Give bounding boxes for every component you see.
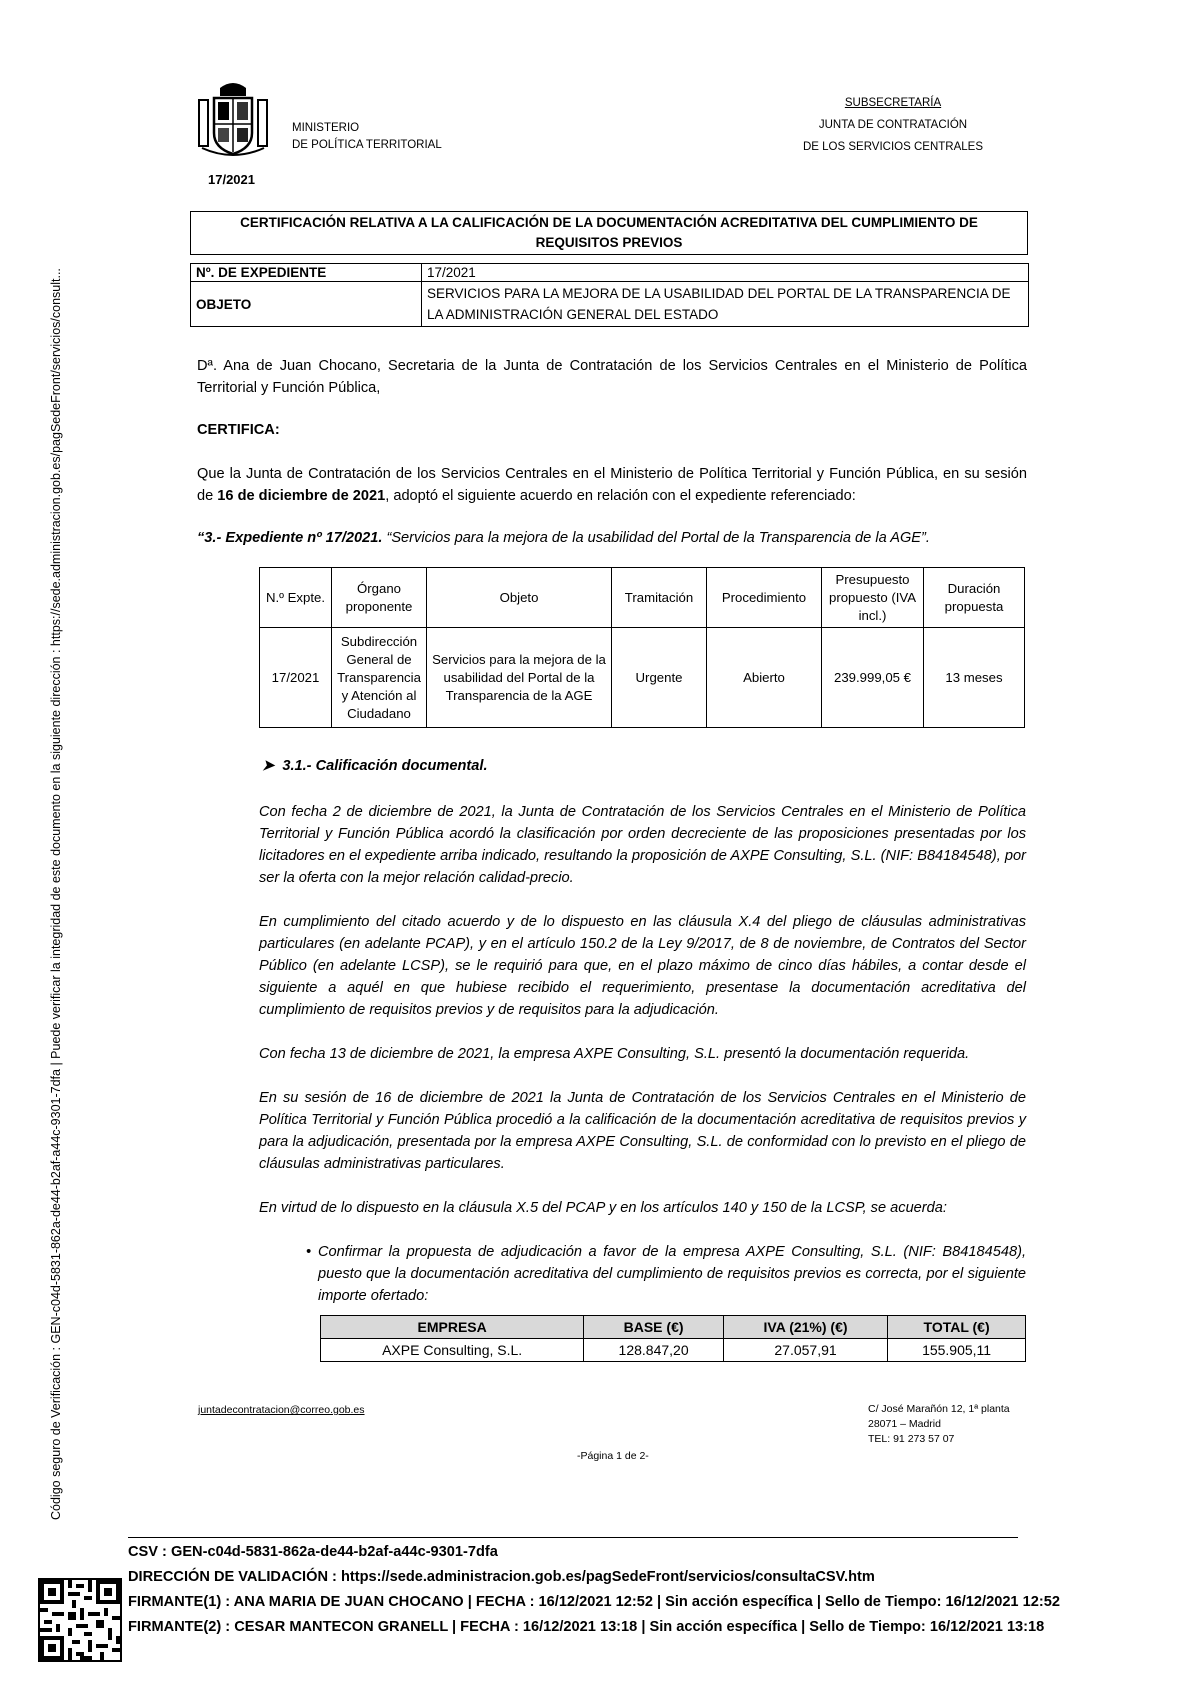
arrow-bullet-icon: ➤ — [262, 758, 275, 774]
table-cell: 128.847,20 — [584, 1339, 724, 1362]
col-header: IVA (21%) (€) — [723, 1316, 887, 1339]
table-cell: Subdirección General de Transparencia y Atención al Ciudadano — [332, 628, 427, 728]
table-row — [321, 1316, 1026, 1339]
col-header: BASE (€) — [584, 1316, 724, 1339]
col-header: Órgano proponente — [332, 568, 427, 628]
table-row — [260, 568, 1025, 628]
col-header: Tramitación — [612, 568, 707, 628]
page-number: -Página 1 de 2- — [577, 1450, 649, 1462]
bullet-confirmation: • Confirmar la propuesta de adjudicación a favor de la empresa AXPE Consulting, S.L. (NIF: B84184548), puesto que la documentación acreditativa del cumplimiento de requisitos previos es correcta, por el siguiente importe ofertado: — [318, 1241, 1026, 1307]
table-cell: AXPE Consulting, S.L. — [321, 1339, 584, 1362]
expedient-quote: “3.- Expediente nº 17/2021. “Servicios para la mejora de la usabilidad del Portal de la Transparencia de la AGE”. — [197, 530, 930, 546]
col-header: Duración propuesta — [924, 568, 1025, 628]
csv-code: CSV : GEN-c04d-5831-862a-de44-b2af-a44c-9301-7dfa — [128, 1544, 498, 1560]
coat-of-arms-icon — [196, 78, 270, 168]
expedient-detail-table — [259, 567, 1025, 728]
certifica-heading: CERTIFICA: — [197, 422, 280, 438]
col-header: EMPRESA — [321, 1316, 584, 1339]
document-title-box — [190, 211, 1028, 255]
resolution-paragraph: Que la Junta de Contratación de los Servicios Centrales en el Ministerio de Política Territorial y Función Pública, en su sesión de 16 de diciembre de 2021, adoptó el siguiente acuerdo en relación con el expediente referenciado: — [197, 466, 1027, 504]
paragraph-classification: Con fecha 2 de diciembre de 2021, la Junta de Contratación de los Servicios Centrales en el Ministerio de Política Territorial y Función Pública acordó la clasificación por orden decreciente de las proposiciones presentadas por los licitadores en el expediente arriba indicado, resultando la proposición de AXPE Consulting, S.L. (NIF: B84184548), por ser la oferta con la mejor relación calidad-precio. — [259, 804, 1026, 886]
qr-code-icon — [38, 1578, 122, 1662]
signature-block — [128, 1540, 1060, 1640]
table-cell: Urgente — [612, 628, 707, 728]
expedient-meta-table — [190, 263, 1029, 327]
object-label: OBJETO — [191, 282, 422, 327]
signer-1: FIRMANTE(1) : ANA MARIA DE JUAN CHOCANO | FECHA : 16/12/2021 12:52 | Sin acción específica | Sello de Tiempo: 16/12/2021 12:52 — [128, 1594, 1060, 1610]
object-value: SERVICIOS PARA LA MEJORA DE LA USABILIDAD DEL PORTAL DE LA TRANSPARENCIA DE LA ADMINISTRACIÓN GENERAL DEL ESTADO — [422, 282, 1029, 327]
table-cell: 27.057,91 — [723, 1339, 887, 1362]
award-amount-table — [320, 1315, 1026, 1362]
col-header: Procedimiento — [707, 568, 822, 628]
validation-url: DIRECCIÓN DE VALIDACIÓN : https://sede.administracion.gob.es/pagSedeFront/servicios/consultaCSV.htm — [128, 1569, 875, 1585]
paragraph-submission: Con fecha 13 de diciembre de 2021, la empresa AXPE Consulting, S.L. presentó la documentación requerida. — [259, 1046, 970, 1062]
email-link[interactable]: juntadecontratacion@correo.gob.es — [198, 1404, 365, 1416]
paragraph-agreement: En virtud de lo dispuesto en la cláusula X.5 del PCAP y en los artículos 140 y 150 de la LCSP, se acuerda: — [259, 1200, 947, 1216]
ministry-name: MINISTERIO DE POLÍTICA TERRITORIAL — [292, 122, 442, 151]
section-heading: ➤ 3.1.- Calificación documental. — [262, 758, 488, 774]
table-cell: 155.905,11 — [888, 1339, 1026, 1362]
table-cell: 17/2021 — [260, 628, 332, 728]
table-cell: Abierto — [707, 628, 822, 728]
col-header: TOTAL (€) — [888, 1316, 1026, 1339]
expedient-value: 17/2021 — [422, 264, 1029, 282]
table-row — [260, 628, 1025, 728]
table-row — [191, 264, 1029, 282]
paragraph-session: En su sesión de 16 de diciembre de 2021 la Junta de Contratación de los Servicios Centrales en el Ministerio de Política Territorial y Función Pública procedió a la calificación de la documentación acreditativa de requisitos previos y para la adjudicación, presentada por la empresa AXPE Consulting, S.L. de conformidad con lo previsto en el pliego de cláusulas administrativas particulares. — [259, 1090, 1026, 1172]
table-row — [321, 1339, 1026, 1362]
address-block: C/ José Marañón 12, 1ª planta 28071 – Madrid TEL: 91 273 57 07 — [868, 1403, 1010, 1445]
col-header: Objeto — [427, 568, 612, 628]
file-reference: 17/2021 — [208, 172, 255, 187]
table-row — [191, 282, 1029, 327]
verification-sidebar: Código seguro de Verificación : GEN-c04d-5831-862a-de44-b2af-a44c-9301-7dfa | Puede verificar la integridad de este documento en la siguiente dirección : https://sede.administracion.gob.es/pagSedeFront/servicios/consult... — [49, 268, 63, 1520]
department-header: SUBSECRETARÍA JUNTA DE CONTRATACIÓN DE LOS SERVICIOS CENTRALES — [802, 97, 983, 153]
table-cell: Servicios para la mejora de la usabilidad del Portal de la Transparencia de la AGE — [427, 628, 612, 728]
col-header: N.º Expte. — [260, 568, 332, 628]
expedient-label: Nº. DE EXPEDIENTE — [191, 264, 422, 282]
table-cell: 239.999,05 € — [822, 628, 924, 728]
bullet-dot-icon: • — [306, 1244, 312, 1260]
intro-paragraph: Dª. Ana de Juan Chocano, Secretaria de la Junta de Contratación de los Servicios Centrales en el Ministerio de Política Territorial y Función Pública, — [197, 358, 1027, 396]
document-title: CERTIFICACIÓN RELATIVA A LA CALIFICACIÓN DE LA DOCUMENTACIÓN ACREDITATIVA DEL CUMPLIMIENTO DE REQUISITOS PREVIOS — [240, 215, 978, 250]
paragraph-requirement: En cumplimiento del citado acuerdo y de lo dispuesto en las cláusula X.4 del pliego de cláusulas administrativas particulares (en adelante PCAP), y en el artículo 150.2 de la Ley 9/2017, de 8 de noviembre, de Contratos del Sector Público (en adelante LCSP), se le requirió para que, en el plazo máximo de cinco días hábiles, a contar desde el siguiente a aquél en que hubiese recibido el requerimiento, presentase la documentación acreditativa del cumplimiento de requisitos previos y de requisitos para la adjudicación. — [259, 914, 1026, 1018]
table-cell: 13 meses — [924, 628, 1025, 728]
signature-divider — [128, 1537, 1018, 1538]
col-header: Presupuesto propuesto (IVA incl.) — [822, 568, 924, 628]
signer-2: FIRMANTE(2) : CESAR MANTECON GRANELL | FECHA : 16/12/2021 13:18 | Sin acción específica | Sello de Tiempo: 16/12/2021 13:18 — [128, 1619, 1045, 1635]
